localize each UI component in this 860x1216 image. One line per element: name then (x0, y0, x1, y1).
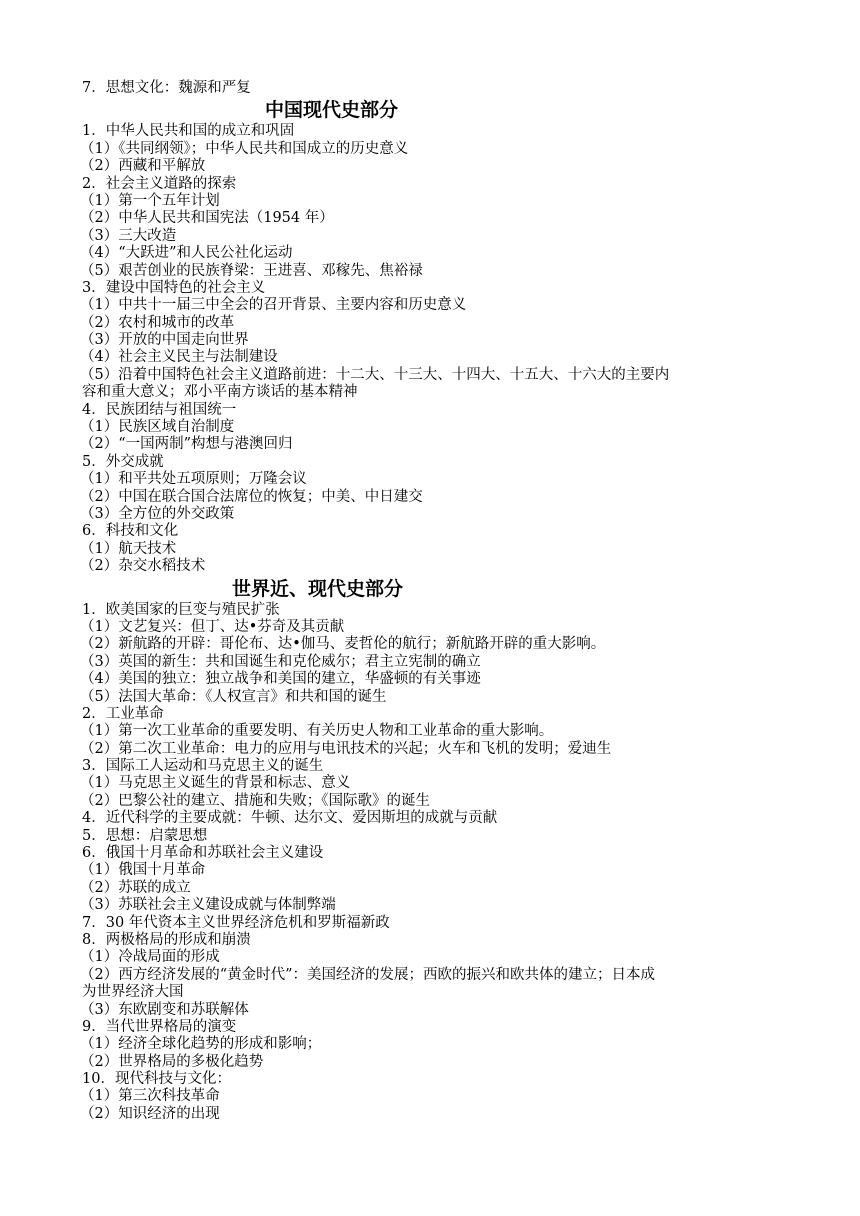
document-body (82, 80, 782, 1123)
text-line: 4．近代科学的主要成就：牛顿、达尔文、爱因斯坦的成就与贡献 (82, 810, 498, 827)
sub-item: （4）美国的独立：独立战争和美国的建立，华盛顿的有关事迹 (80, 671, 481, 688)
sub-item: （2）巴黎公社的建立、措施和失败；《国际歌》的诞生 (80, 792, 430, 809)
text-line: 3．国际工人运动和马克思主义的诞生 (82, 758, 324, 775)
sub-item: （2）“一国两制”构想与港澳回归 (80, 436, 293, 453)
text-line: 2．工业革命 (82, 705, 164, 722)
sub-item: （3）全方位的外交政策 (80, 505, 235, 522)
sub-item: （2）中华人民共和国宪法（1954 年） (80, 210, 334, 227)
sub-item: （1）中共十一届三中全会的召开背景、主要内容和历史意义 (80, 297, 467, 314)
sub-item: （1）第一个五年计划 (80, 192, 220, 209)
sub-item: （1）第一次工业革命的重要发明、有关历史人物和工业革命的重大影响。 (80, 723, 554, 740)
sub-item: （5）法国大革命：《人权宣言》和共和国的诞生 (80, 688, 387, 705)
text-line: 6．俄国十月革命和苏联社会主义建设 (82, 845, 324, 862)
sub-item: （3）东欧剧变和苏联解体 (80, 1001, 249, 1018)
sub-item: （3）三大改造 (80, 227, 177, 244)
sub-item: （1）民族区域自治制度 (80, 419, 235, 436)
sub-item: （2）第二次工业革命：电力的应用与电讯技术的兴起；火车和飞机的发明；爱迪生 (80, 740, 612, 757)
section-heading: 世界近、现代史部分 (232, 577, 404, 600)
text-line: 4．民族团结与祖国统一 (82, 401, 237, 418)
sub-item: （2）西方经济发展的“黄金时代”：美国经济的发展；西欧的振兴和欧共体的建立；日本成 (80, 966, 656, 983)
text-line: 6．科技和文化 (82, 523, 179, 540)
sub-item: （3）苏联社会主义建设成就与体制弊端 (80, 897, 336, 914)
sub-item: （1）文艺复兴：但丁、达•芬奇及其贡献 (80, 618, 345, 635)
sub-item: （2）苏联的成立 (80, 879, 191, 896)
text-line: 7．思想文化：魏源和严复 (82, 80, 251, 96)
sub-item: （2）知识经济的出现 (80, 1105, 220, 1122)
sub-item: （1）《共同纲领》；中华人民共和国成立的历史意义 (80, 140, 409, 157)
sub-item: （2）中国在联合国合法席位的恢复；中美、中日建交 (80, 488, 423, 505)
text-line: 5．外交成就 (82, 453, 164, 470)
text-line: 10．现代科技与文化： (82, 1071, 231, 1088)
sub-item: （2）世界格局的多极化趋势 (80, 1053, 264, 1070)
sub-item: （1）和平共处五项原则；万隆会议 (80, 471, 307, 488)
sub-item: （2）农村和城市的改革 (80, 314, 235, 331)
text-line: 7．30 年代资本主义世界经济危机和罗斯福新政 (82, 914, 390, 931)
text-line: 3．建设中国特色的社会主义 (82, 279, 266, 296)
sub-item: （1）经济全球化趋势的形成和影响； (80, 1036, 322, 1053)
text-line: 1．中华人民共和国的成立和巩固 (82, 123, 295, 140)
sub-item: （2）杂交水稻技术 (80, 558, 206, 575)
sub-item: （2）西藏和平解放 (80, 158, 206, 175)
sub-item: （2）新航路的开辟：哥伦布、达•伽马、麦哲伦的航行；新航路开辟的重大影响。 (80, 636, 606, 653)
sub-item: （1）航天技术 (80, 540, 177, 557)
text-line: 2．社会主义道路的探索 (82, 175, 237, 192)
text-line: 9．当代世界格局的演变 (82, 1018, 237, 1035)
sub-item: （4）“大跃进”和人民公社化运动 (80, 245, 293, 262)
text-line: 8．两极格局的形成和崩溃 (82, 931, 251, 948)
sub-item: （5）艰苦创业的民族脊梁：王进喜、邓稼先、焦裕禄 (80, 262, 423, 279)
sub-item: （1）冷战局面的形成 (80, 949, 220, 966)
sub-item: （1）第三次科技革命 (80, 1088, 220, 1105)
text-line: 1．欧美国家的巨变与殖民扩张 (82, 601, 280, 618)
sub-item: （5）沿着中国特色社会主义道路前进：十二大、十三大、十四大、十五大、十六大的主要内 (80, 366, 670, 383)
text-line: 5．思想：启蒙思想 (82, 827, 208, 844)
sub-item: （3）开放的中国走向世界 (80, 332, 249, 349)
sub-item: （4）社会主义民主与法制建设 (80, 349, 278, 366)
text-line: 为世界经济大国 (82, 984, 184, 1001)
text-line: 容和重大意义；邓小平南方谈话的基本精神 (82, 384, 358, 401)
sub-item: （1）俄国十月革命 (80, 862, 206, 879)
section-heading: 中国现代史部分 (265, 99, 399, 122)
sub-item: （3）英国的新生：共和国诞生和克伦威尔；君主立宪制的确立 (80, 653, 481, 670)
sub-item: （1）马克思主义诞生的背景和标志、意义 (80, 775, 351, 792)
